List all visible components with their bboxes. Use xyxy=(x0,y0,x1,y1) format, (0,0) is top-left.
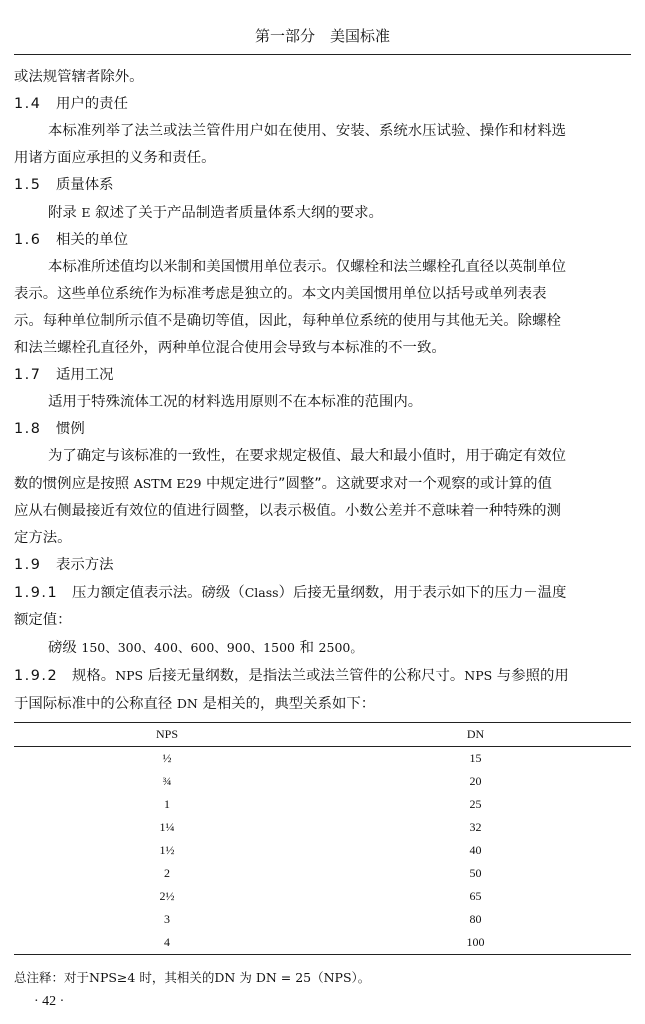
paragraph-1-6-line-4: 和法兰螺栓孔直径外，两种单位混合使用会导致与本标准的不一致。 xyxy=(14,340,446,356)
section-title: 适用工况 xyxy=(56,367,114,383)
section-number: 1.9.2 xyxy=(14,668,59,684)
section-1-6-heading xyxy=(14,227,631,254)
section-number: 1.8 xyxy=(14,421,42,437)
text-run: ）后接无量纲数，用于表示如下的压力－温度 xyxy=(278,585,567,601)
paragraph-1-6-line-2: 表示。这些单位系统作为标准考虑是独立的。本文内美国惯用单位以括号或单列表表 xyxy=(14,286,547,302)
text-run-serif: E xyxy=(81,205,91,220)
text-run-serif: DN xyxy=(176,696,198,711)
section-number: 1.5 xyxy=(14,177,42,193)
paragraph-1-7: 适用于特殊流体工况的材料选用原则不在本标准的范围内。 xyxy=(48,394,423,410)
text-run: 总注释：对于 xyxy=(14,970,90,985)
section-number: 1.9 xyxy=(14,557,42,573)
text-run-serif: DN xyxy=(214,970,236,985)
text-run: 与参照的用 xyxy=(496,668,569,684)
text-run-serif: 150、300、400、600、900、1500 xyxy=(81,640,295,655)
cell-dn: 25 xyxy=(469,797,482,811)
table-row xyxy=(14,816,631,839)
paragraph-1-6-line-3: 示。每种单位制所示值不是确切等值，因此，每种单位系统的使用与其他无关。除螺栓 xyxy=(14,313,561,329)
paragraph-1-8-line-4: 定方法。 xyxy=(14,530,72,546)
table-row xyxy=(14,770,631,793)
cell-dn: 40 xyxy=(469,843,482,857)
text-run: 中规定进行”圆整”。这就要求对一个观察的或计算的值 xyxy=(206,476,552,492)
section-title: 质量体系 xyxy=(56,177,114,193)
table-row xyxy=(14,793,631,816)
column-header-nps: NPS xyxy=(155,727,178,741)
cell-dn: 65 xyxy=(469,889,482,903)
cell-dn: 20 xyxy=(469,774,482,788)
text-run-serif: NPS≥4 xyxy=(89,970,136,985)
cell-dn: 50 xyxy=(469,866,482,880)
section-1-9-1-heading xyxy=(14,579,631,607)
paragraph-1-8-line-3: 应从右侧最接近有效位的值进行圆整，以表示极值。小数公差并不意味着一种特殊的测 xyxy=(14,503,561,519)
section-title: 用户的责任 xyxy=(56,96,128,112)
text-run-serif: ASTM E29 xyxy=(133,476,202,491)
text-run: 是相关的，典型关系如下： xyxy=(202,696,376,712)
table-header-row xyxy=(14,723,631,747)
section-1-4-heading xyxy=(14,91,631,118)
paragraph-1-9-1-line-2: 额定值： xyxy=(14,612,72,628)
cell-nps: ¾ xyxy=(162,774,172,788)
cell-dn: 80 xyxy=(469,912,482,926)
body-text xyxy=(14,64,631,718)
cell-dn: 100 xyxy=(466,935,485,949)
section-number: 1.4 xyxy=(14,96,42,112)
table-row xyxy=(14,747,631,771)
table-row xyxy=(14,885,631,908)
paragraph-1-4-line-2: 用诸方面应承担的义务和责任。 xyxy=(14,150,216,166)
table-general-note xyxy=(14,968,370,986)
paragraph-continuation: 或法规管辖者除外。 xyxy=(14,69,144,85)
cell-nps: 1½ xyxy=(159,843,175,857)
text-run: 后接无量纲数，是指法兰或法兰管件的公称尺寸。 xyxy=(147,668,465,684)
section-1-7-heading xyxy=(14,362,631,389)
page-header: 第一部分 美国标准 xyxy=(14,18,631,55)
cell-nps: 3 xyxy=(164,912,170,926)
table-row xyxy=(14,839,631,862)
cell-nps: 2½ xyxy=(159,889,175,903)
table-row xyxy=(14,862,631,885)
text-run: 叙述了关于产品制造者质量体系大纲的要求。 xyxy=(95,205,383,221)
text-run-serif: DN = 25（NPS）。 xyxy=(255,970,371,985)
section-number: 1.9.1 xyxy=(14,585,59,601)
text-run: 磅级 xyxy=(48,640,77,656)
nps-dn-table xyxy=(14,722,631,955)
table-row xyxy=(14,931,631,955)
section-1-9-2-heading xyxy=(14,662,631,690)
text-run: 规格。 xyxy=(72,668,116,684)
cell-nps: 1 xyxy=(164,797,170,811)
paragraph-1-5 xyxy=(14,199,631,227)
section-1-5-heading xyxy=(14,172,631,199)
text-run: 和 xyxy=(299,640,314,656)
column-header-dn: DN xyxy=(466,727,485,741)
paragraph-1-8-line-1: 为了确定与该标准的一致性，在要求规定极值、最大和最小值时，用于确定有效位 xyxy=(48,448,567,464)
paragraph-1-9-2-line-2 xyxy=(14,690,631,718)
section-title: 表示方法 xyxy=(56,557,114,573)
text-run-serif: NPS xyxy=(464,668,493,683)
text-run-serif: NPS xyxy=(115,668,144,683)
text-run-serif: 2500。 xyxy=(318,640,363,655)
paragraph-1-4-line-1: 本标准列举了法兰或法兰管件用户如在使用、安装、系统水压试验、操作和材料选 xyxy=(48,123,567,139)
section-title: 惯例 xyxy=(56,421,85,437)
cell-nps: 4 xyxy=(164,935,170,949)
cell-nps: ½ xyxy=(162,751,172,765)
cell-dn: 15 xyxy=(469,751,482,765)
text-run: 于国际标准中的公称直径 xyxy=(14,696,173,712)
section-1-9-heading xyxy=(14,552,631,579)
text-run-serif: Class xyxy=(244,585,279,600)
table-row xyxy=(14,908,631,931)
text-run: 压力额定值表示法。磅级（ xyxy=(72,585,245,601)
paragraph-1-6-line-1: 本标准所述值均以米制和美国惯用单位表示。仅螺栓和法兰螺栓孔直径以英制单位 xyxy=(48,259,567,275)
cell-dn: 32 xyxy=(469,820,482,834)
cell-nps: 2 xyxy=(164,866,170,880)
section-1-8-heading xyxy=(14,416,631,443)
text-run: 数的惯例应是按照 xyxy=(14,476,130,492)
paragraph-1-8-line-2 xyxy=(14,470,631,498)
section-number: 1.6 xyxy=(14,232,42,248)
page-number: · 42 · xyxy=(34,994,65,1009)
text-run: 时，其相关的 xyxy=(139,970,215,985)
paragraph-1-9-1-line-3 xyxy=(14,634,631,662)
section-title: 相关的单位 xyxy=(56,232,128,248)
text-run: 为 xyxy=(239,970,252,985)
text-run: 附录 xyxy=(48,205,77,221)
section-number: 1.7 xyxy=(14,367,42,383)
cell-nps: 1¼ xyxy=(159,820,175,834)
